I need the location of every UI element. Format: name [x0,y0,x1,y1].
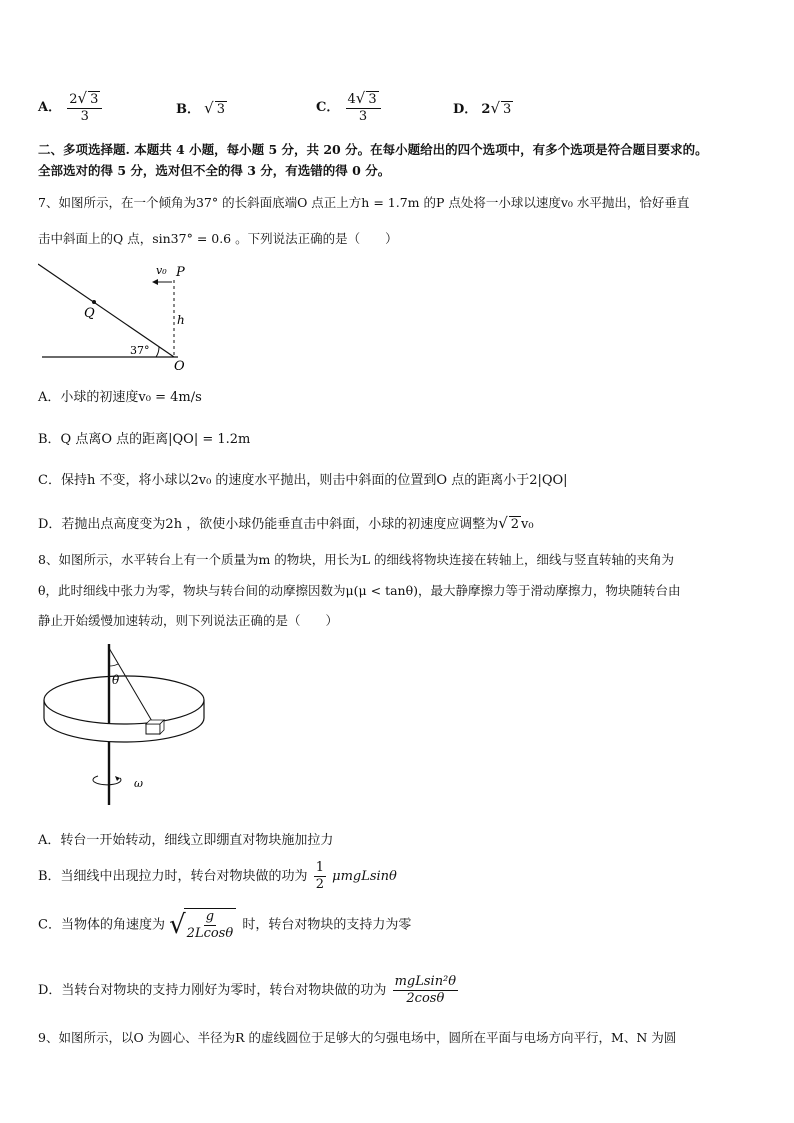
q7-option-b: B．Q 点离O 点的距离|QO| = 1.2m [38,432,251,447]
q7-point-q [92,300,96,304]
q8-option-a: A．转台一开始转动，细线立即绷直对物块施加拉力 [38,833,334,848]
q8-label-omega: ω [134,777,143,790]
q6-option-d: D． 2√ 3 [453,99,512,117]
q7-option-d: D．若抛出点高度变为2h ，欲使小球仍能垂直击中斜面，小球的初速度应调整为√ 2 v₀ [38,514,534,532]
q8-d-fraction: $\frac{\text{mgLsin²θ}}{2\cos\theta}$ [394,974,457,1006]
q7-label-q: Q [84,306,95,321]
q7-option-c: C．保持h 不变，将小球以2v₀ 的速度水平抛出，则击中斜面的位置到O 点的距离小于2|QO| [38,473,568,488]
q8-option-d: D．当转台对物块的支持力刚好为零时，转台对物块做的功为 $\frac{\text{mgLsin²θ}}{2\cos\theta}$ [38,974,457,1006]
q8-turntable-top [44,676,204,724]
q7-label-v0: v₀ [156,264,167,277]
q8-option-c: C．当物体的角速度为 √ $\frac{g}{2Lcos\theta}$ 时，转台对物块的支持力为零 [38,909,412,941]
q8-stem-line1: 8、如图所示，水平转台上有一个质量为m 的物块，用长为L 的细线将物块连接在转轴上，细线与竖直转轴的夹角为 [38,552,675,567]
q6-c-fraction: $\frac{4√ 3}{3}$ [346,90,381,125]
q7-option-a: A．小球的初速度v₀ = 4m/s [38,390,202,405]
q6-option-a: A． $\frac{2√ 3}{3}$ [38,90,104,125]
q7-label-p: P [176,265,185,280]
q6-option-b: B． √ 3 [176,99,225,117]
q8-option-b: B．当细线中出现拉力时，转台对物块做的功为 $\frac{1}{2}$ μmgLsinθ [38,860,397,892]
q7-stem-line2: 击中斜面上的Q 点，sin37° = 0.6 。下列说法正确的是（ ） [38,231,398,246]
q8-theta-arc [109,664,118,666]
q7-label-o: O [174,359,185,374]
section2-line2: 全部选对的得 5 分，选对但不全的得 3 分，有选错的得 0 分。 [38,163,391,178]
q6-option-c: C． $\frac{4√ 3}{3}$ [316,90,383,125]
q7-label-h: h [177,313,185,327]
q7-angle-arc [156,347,159,357]
q7-incline-line [38,264,174,357]
q8-block [146,724,160,734]
q8-stem-line3: 静止开始缓慢加速转动，则下列说法正确的是（ ） [38,613,339,628]
q7-stem-line1: 7、如图所示，在一个倾角为37° 的长斜面底端O 点正上方h = 1.7m 的P 点处将一小球以速度v₀ 水平抛出，恰好垂直 [38,195,690,210]
q7-figure [38,262,198,374]
section2-line1: 二、多项选择题. 本题共 4 小题，每小题 5 分，共 20 分。在每小题给出的四个选项中，有多个选项是符合题目要求的。 [38,142,708,157]
q9-stem-line1: 9、如图所示，以O 为圆心、半径为R 的虚线圆位于足够大的匀强电场中，圆所在平面与电场方向平行，M、N 为圆 [38,1030,677,1045]
q8-figure [38,640,218,810]
q8-b-fraction: $\frac{1}{2}$ [315,860,324,892]
q8-c-fraction: $\frac{g}{2Lcos\theta}$ [184,908,237,942]
q6-a-fraction: $\frac{2√ 3}{3}$ [67,90,102,125]
q8-label-theta: θ [112,673,120,687]
q7-label-angle: 37° [130,344,150,357]
q8-stem-line2: θ，此时细线中张力为零，物块与转台间的动摩擦因数为μ(μ < tanθ)，最大静摩擦力等于滑动摩擦力，物块随转台由 [38,583,681,598]
